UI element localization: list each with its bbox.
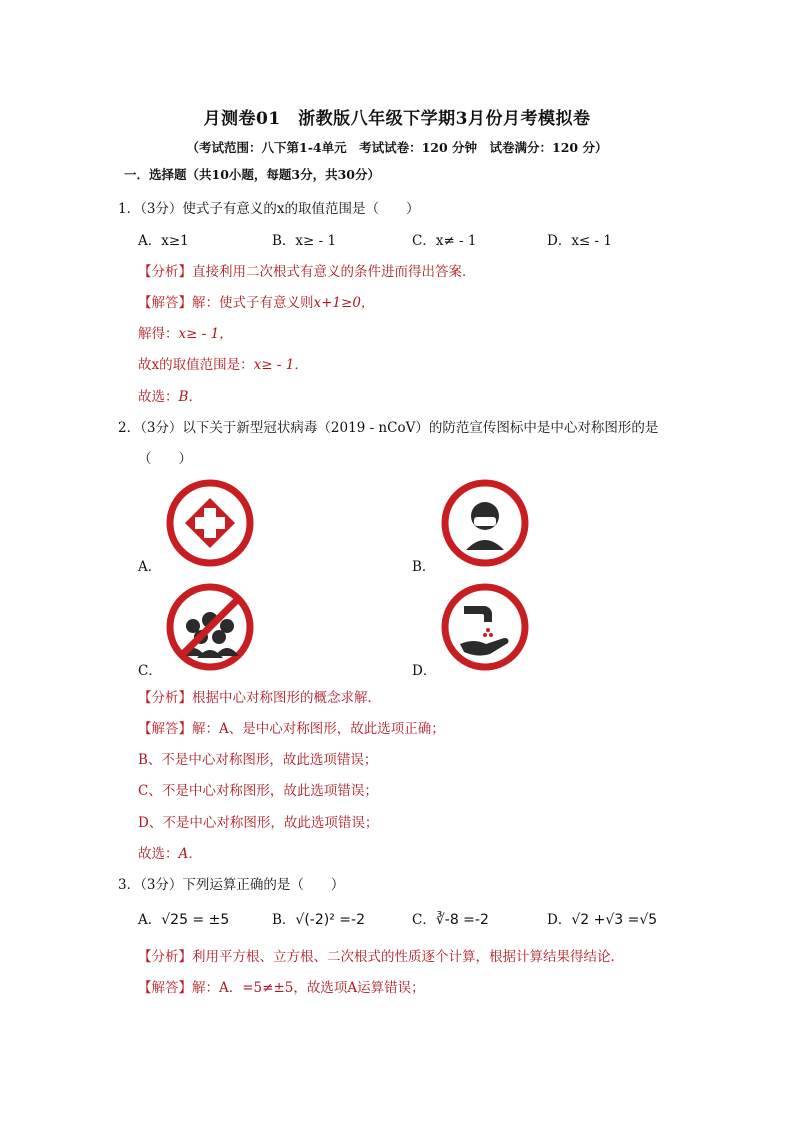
q1-analysis <box>138 260 476 280</box>
option-expression: ∛-8 =-2 <box>435 912 489 928</box>
q2-stem-paren: （ ） <box>138 451 192 467</box>
q3-option-a <box>138 908 229 928</box>
q1-answer-line-3 <box>138 353 308 373</box>
analysis-text: 利用平方根、立方根、二次根式的性质逐个计算，根据计算结果得结论． <box>192 949 624 965</box>
answer-text: 故x的取值范围是： <box>138 357 254 373</box>
analysis-text: 根据中心对称图形的概念求解． <box>192 690 381 706</box>
answer-text: A、是中心对称图形，故此选项正确； <box>219 721 445 737</box>
option-expression: √2 +√3 =√5 <box>571 912 658 928</box>
answer-tag: 【解答】 <box>138 295 192 311</box>
option-label: A． <box>138 912 162 928</box>
page-title: 月测卷01 浙教版八年级下学期3月份月考模拟卷 <box>203 109 591 129</box>
answer-tag: 【解答】 <box>138 721 192 737</box>
q2-answer-line-c: C、不是中心对称图形，故此选项错误； <box>138 783 378 799</box>
no-crowd-icon <box>165 582 255 672</box>
answer-tag: 【解答】 <box>138 980 192 996</box>
answer-text: 解：A．=5≠±5，故选项A运算错误； <box>192 980 425 996</box>
analysis-tag: 【分析】 <box>138 264 192 280</box>
choice-letter: B． <box>178 389 202 405</box>
exam-info: （考试范围：八下第1-4单元 考试试卷：120 分钟 试卷满分：120 分） <box>186 140 608 155</box>
analysis-tag: 【分析】 <box>138 690 192 706</box>
q2-option-d: D． <box>412 663 437 679</box>
q1-stem: 1．（3分）使式子有意义的x的取值范围是（ ） <box>118 201 420 217</box>
option-label: C． <box>412 912 436 928</box>
option-expression: √(-2)² =-2 <box>295 912 365 928</box>
option-label: B． <box>272 912 296 928</box>
q2-choice <box>138 842 202 862</box>
q2-answer <box>138 717 445 737</box>
answer-text: 解得： <box>138 326 179 342</box>
q1-option-a: A．x≥1 <box>138 233 189 249</box>
q1-answer-line-2 <box>138 322 233 342</box>
mask-person-icon <box>440 478 530 568</box>
choice-text: 故选： <box>138 389 179 405</box>
q1-option-d: D．x≤ - 1 <box>547 233 612 249</box>
analysis-tag: 【分析】 <box>138 949 192 965</box>
option-label: D． <box>547 912 572 928</box>
q2-option-c: C． <box>138 663 162 679</box>
choice-letter: A． <box>178 846 202 862</box>
q3-stem: 3．（3分）下列运算正确的是（ ） <box>118 877 345 893</box>
answer-text: 解： <box>192 721 219 737</box>
q3-option-b <box>272 908 365 928</box>
q3-option-c <box>412 908 489 928</box>
q2-answer-line-b: B、不是中心对称图形，故此选项错误； <box>138 752 378 768</box>
q2-answer-line-d: D、不是中心对称图形，故此选项错误； <box>138 815 379 831</box>
q1-option-c: C．x≠ - 1 <box>412 233 477 249</box>
analysis-text: 直接利用二次根式有意义的条件进而得出答案． <box>192 264 476 280</box>
choice-text: 故选： <box>138 846 179 862</box>
hand-washing-icon <box>440 582 530 672</box>
option-expression: √25 = ±5 <box>161 912 230 928</box>
answer-expr: x≥ - 1． <box>253 357 308 373</box>
answer-expr: x≥ - 1， <box>178 326 233 342</box>
red-cross-icon <box>165 478 255 568</box>
answer-expr: x+1≥0， <box>313 295 375 311</box>
answer-text: 解：使式子有意义则 <box>192 295 314 311</box>
section-heading: 一．选择题（共10小题，每题3分，共30分） <box>124 167 380 182</box>
q1-choice <box>138 385 202 405</box>
q3-answer <box>138 976 425 996</box>
q1-answer <box>138 291 374 311</box>
q2-analysis <box>138 686 381 706</box>
q3-option-d <box>547 908 657 928</box>
q2-option-a: A． <box>138 559 162 575</box>
q1-option-b: B．x≥ - 1 <box>272 233 337 249</box>
q3-analysis <box>138 945 624 965</box>
q2-stem: 2．（3分）以下关于新型冠状病毒（2019 - nCoV）的防范宣传图标中是中心对称图形的是 <box>118 420 659 436</box>
q2-option-b: B． <box>412 559 436 575</box>
